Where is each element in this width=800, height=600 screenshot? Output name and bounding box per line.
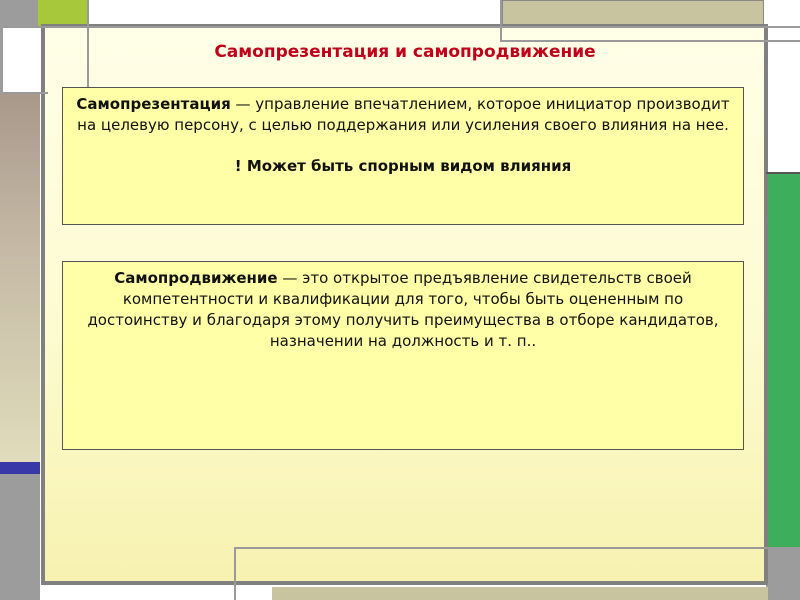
deco-gray-block-left <box>0 28 3 92</box>
deco-line-right-mid <box>766 172 800 174</box>
deco-line-bottom-box-top <box>234 547 800 549</box>
definition-box-self-presentation <box>62 87 744 225</box>
slide-title: Самопрезентация и самопродвижение <box>214 42 596 62</box>
definition-box-self-promotion <box>62 261 744 450</box>
deco-khaki-block-bottom <box>272 587 768 600</box>
deco-gray-block-topleft <box>0 0 38 28</box>
deco-blue-bar-left <box>0 462 40 474</box>
definition-text: — это открытое предъявление свидетельств своей компетентности и квалификации для того, чтобы быть оцененным по достоинству и благодаря этому получить преимущества в отборе кандидатов, назначении на должность и т. п.. <box>87 269 719 350</box>
term-self-promotion: Самопродвижение <box>114 269 278 287</box>
deco-khaki-block-top <box>502 0 764 26</box>
deco-line-vertical-khaki <box>500 0 502 42</box>
deco-gray-block-bottomleft <box>0 474 40 600</box>
term-self-presentation: Самопрезентация <box>76 95 231 113</box>
deco-green-block-right <box>768 174 800 548</box>
deco-line-bottom-box-left <box>234 547 236 600</box>
note-paragraph <box>73 156 733 177</box>
note-text: ! Может быть спорным видом влияния <box>234 157 572 175</box>
deco-line-top <box>0 26 800 28</box>
definition-paragraph <box>73 94 733 136</box>
deco-line-left-bottom <box>0 92 48 94</box>
deco-gradient-stripe-left <box>0 92 40 462</box>
definition-paragraph <box>77 268 729 352</box>
definition-text: — управление впечатлением, которое инициатор производит на целевую персону, с целью поддержания или усиления своего влияния на нее. <box>77 95 730 134</box>
deco-gray-block-right <box>766 548 800 600</box>
